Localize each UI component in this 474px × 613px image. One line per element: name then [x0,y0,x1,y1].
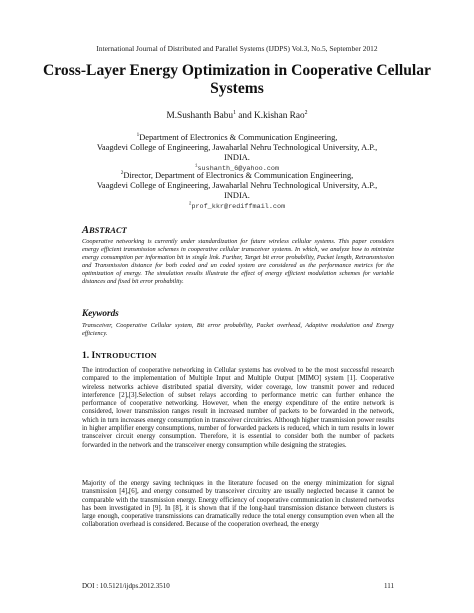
author-2-name: K.kishan Rao [254,111,305,121]
email-2-marker: 2 [188,201,192,207]
affiliation-1-line-1 [60,133,414,143]
abstract-heading-rest: BSTRACT [89,225,127,235]
email-1-marker: 1 [194,163,198,169]
affiliation-1-line-3: INDIA. [224,153,250,163]
author-1-name: M.Sushanth Babu [166,111,234,121]
affiliation-1-marker: 1 [136,132,140,139]
abstract-heading-initial: A [82,225,90,236]
paper-title: Cross-Layer Energy Optimization in Cooperative Cellular Systems [43,62,431,97]
affiliation-2-line-2: Vaagdevi College of Engineering, Jawaharlal Nehru Technological University, A.P., [96,181,378,191]
author-conjunction: and [235,111,255,121]
keywords-heading: Keywords [82,308,119,318]
affiliation-1-dept: Department of Electronics & Communication Engineering, [139,133,338,142]
author-1-marker: 1 [233,109,236,116]
affiliation-2-dept: Director, Department of Electronics & Communication Engineering, [123,171,354,180]
keywords-text: Transceiver, Cooperative Cellular system, Bit error probability, Packet overhead, Adaptive modulation and Energy efficiency. [82,322,394,337]
section-heading-rest: NTRODUCTION [95,351,157,360]
abstract-heading [82,225,127,236]
intro-paragraph-1: The introduction of cooperative networking in Cellular systems has evolved to be the most successful research compared to the implementation of Multiple Input and Multiple Output [MIMO] system [1]. Cooperative wireless networks achieve distributed spatial diversity, wider coverage, low transmit power and reduced interference [2],[3].Selection of subset relays according to performance metric can further enhance the performance of cooperative networking. However, when the energy expenditure of the entire network is considered, lower transmission ranges result in increased number of packets to be forwarded in the network, which in turn increases energy consumption in transceiver circuitries. Although higher transmission power results in higher amplifier energy consumptions, number of forwarded packets is reduced, which in turn results in lower transceiver circuit energy consumption. Therefore, it is essential to consider both the number of packets forwarded in the network and the transceiver energy consumption while designing the strategies. [82,367,394,449]
email-1: sushanth_6@yahoo.com [197,164,280,173]
affiliation-2-marker: 2 [120,170,124,177]
footer-doi: DOI : 10.5121/ijdps.2012.3510 [82,582,170,590]
journal-header: International Journal of Distributed and Parallel Systems (IJDPS) Vol.3, No.5, September 2012 [96,44,378,53]
affiliation-2 [60,171,414,212]
affiliation-2-email-line [60,202,414,212]
abstract-text: Cooperative networking is currently under standardization for future wireless cellular systems. This paper considers energy efficient transmission schemes in cooperative cellular transceiver systems. In which, we analyze how to minimize energy consumption per information bit in single link. Further, Target bit error probability, Packet length, Retransmission and Transmission distance for both coded and un coded system are considered as the performance metrics for the optimization of energy. The simulation results illustrate the effect of energy efficient modulation schemes for variable distances and fixed bit error probability. [82,238,394,285]
section-heading-introduction [82,351,157,361]
email-2: prof_kkr@rediffmail.com [191,202,286,211]
affiliation-1-line-2: Vaagdevi College of Engineering, Jawaharlal Nehru Technological University, A.P., [96,143,378,153]
author-2-marker: 2 [304,109,308,116]
section-number: 1. [82,351,92,361]
author-line [0,111,474,121]
affiliation-2-line-3: INDIA. [224,191,250,201]
page-number: 111 [384,582,394,590]
intro-paragraph-2: Majority of the energy saving techniques in the literature focused on the energy minimization for signal transmission [4],[6], and energy consumed by transceiver circuitry are usually neglected because it cannot be comparable with the transmission energy. Energy efficiency of cooperative communication in clustered networks has been investigated in [9]. In [8], it is shown that if the long-haul transmission distance between clusters is large enough, cooperative transmissions can dramatically reduce the total energy consumption even when all the collaboration overhead is considered. Because of the cooperation overhead, the energy [82,480,394,529]
section-heading-initial: I [91,351,96,361]
affiliation-2-line-1 [60,171,414,181]
